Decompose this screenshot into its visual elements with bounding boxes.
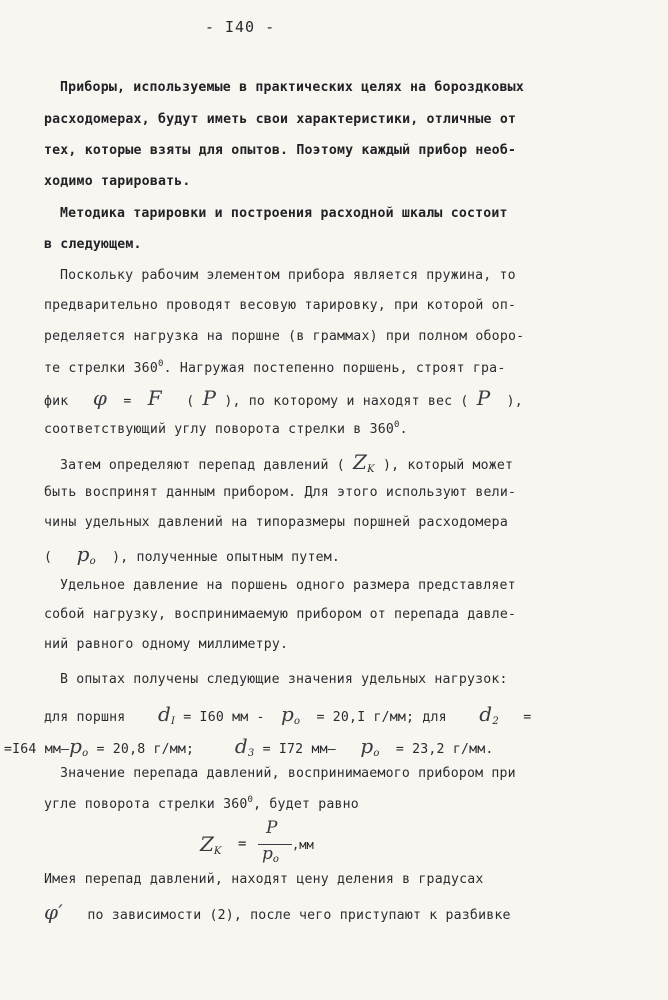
unit-mm: мм (299, 838, 314, 852)
subscript-2: 2 (492, 716, 499, 727)
P-symbol: P (476, 386, 491, 410)
o-subscript: o (89, 556, 96, 567)
equals-sign: = (123, 394, 132, 409)
d-symbol: d (479, 702, 493, 726)
text-fragment: угле поворота стрелки 360 (44, 797, 248, 812)
text-line: в следующем. (44, 237, 142, 252)
text-fragment: фик (44, 394, 69, 409)
text-fragment: соответствующий углу поворота стрелки в 360 (44, 422, 395, 437)
K-subscript: K (213, 846, 222, 857)
formula-zk (200, 818, 340, 870)
Z-symbol: Z (200, 832, 214, 856)
text-line: Удельное давление на поршень одного размера представляет (60, 578, 516, 593)
p-symbol: p (280, 702, 294, 726)
text-line (44, 542, 340, 567)
text-line (44, 795, 359, 812)
fraction-denominator (262, 844, 279, 865)
degree-superscript: 0 (157, 359, 164, 369)
degree-superscript: 0 (247, 795, 254, 805)
text-fragment: = I72 мм— (262, 742, 336, 757)
text-line (44, 359, 505, 376)
phi-prime-symbol: φ′ (44, 900, 63, 924)
p-symbol: p (69, 734, 83, 758)
subscript-3: 3 (247, 748, 255, 759)
text-line (44, 420, 408, 437)
text-line (44, 702, 531, 727)
text-line (44, 386, 523, 410)
text-line: Поскольку рабочим элементом прибора является пружина, то (60, 268, 516, 283)
close-paren: ) (506, 394, 515, 409)
formula-lhs (200, 832, 221, 857)
p-symbol: p (76, 542, 90, 566)
text-fragment: ), по которому и находят вес ( (224, 394, 469, 409)
K-subscript: K (367, 464, 375, 475)
open-paren: ( (44, 550, 53, 565)
F-symbol: F (147, 386, 162, 410)
subscript-1: I (170, 716, 176, 727)
text-fragment: ), который может (382, 458, 514, 473)
o-subscript: o (82, 748, 89, 759)
d-symbol: d (234, 734, 248, 758)
text-fragment: Затем определяют перепад давлений ( (60, 458, 345, 473)
p-symbol: p (262, 844, 273, 864)
fraction-numerator: P (266, 818, 278, 838)
comma: , (292, 838, 300, 852)
equals-sign: = (523, 710, 532, 725)
degree-superscript: 0 (394, 420, 400, 430)
text-fragment: те стрелки 360 (44, 361, 158, 376)
text-fragment: . Нагружая постепенно поршень, строят гра- (163, 361, 506, 376)
text-line: быть воспринят данным прибором. Для этого используют вели- (44, 485, 517, 500)
text-fragment: = 23,2 г/мм. (395, 742, 494, 757)
page-number: - I40 - (204, 18, 276, 36)
text-line: чины удельных давлений на типоразмеры поршней расходомера (44, 515, 508, 530)
text-fragment: по зависимости (2), после чего приступают к разбивке (87, 908, 511, 923)
text-fragment: = 20,8 г/мм; (96, 742, 195, 757)
text-fragment: = I60 мм - (183, 710, 265, 725)
p-symbol: p (360, 734, 374, 758)
o-subscript: o (272, 854, 279, 865)
text-line: ределяется нагрузка на поршне (в граммах) при полном оборо- (44, 329, 525, 344)
text-fragment: . (399, 422, 408, 437)
text-line: Имея перепад давлений, находят цену деления в градусах (44, 872, 484, 887)
text-line: собой нагрузку, воспринимаемую прибором от перепада давле- (44, 607, 517, 622)
text-line: В опытах получены следующие значения удельных нагрузок: (60, 672, 508, 687)
text-line: Приборы, используемые в практических целях на бороздковых (60, 80, 524, 95)
P-symbol: P (202, 386, 217, 410)
d-symbol: d (157, 702, 171, 726)
text-line: ходимо тарировать. (44, 174, 191, 189)
open-paren: ( (186, 394, 195, 409)
text-fragment: ), полученные опытным путем. (112, 550, 341, 565)
text-line (44, 900, 511, 924)
text-line: ний равного одному миллиметру. (44, 637, 289, 652)
phi-symbol: φ (92, 386, 108, 410)
show-through-text (330, 176, 610, 201)
text-fragment: для поршня (44, 710, 126, 725)
text-line: Методика тарировки и построения расходной шкалы состоит (60, 206, 508, 221)
text-line: тех, которые взяты для опытов. Поэтому каждый прибор необ- (44, 143, 517, 158)
text-line (60, 450, 513, 475)
formula-unit (292, 838, 314, 852)
text-line (4, 734, 494, 759)
o-subscript: o (293, 716, 301, 727)
comma: , (514, 394, 523, 409)
text-line: Значение перепада давлений, воспринимаемого прибором при (60, 766, 516, 781)
text-line: предварительно проводят весовую тарировку, при которой оп- (44, 298, 517, 313)
o-subscript: o (373, 748, 380, 759)
text-line: расходомерах, будут иметь свои характеристики, отличные от (44, 112, 517, 127)
text-fragment: =I64 мм— (4, 742, 70, 757)
Z-symbol: Z (353, 450, 368, 474)
text-fragment: , будет равно (253, 797, 359, 812)
equals-sign: = (238, 836, 247, 852)
text-fragment: = 20,I г/мм; для (316, 710, 447, 725)
